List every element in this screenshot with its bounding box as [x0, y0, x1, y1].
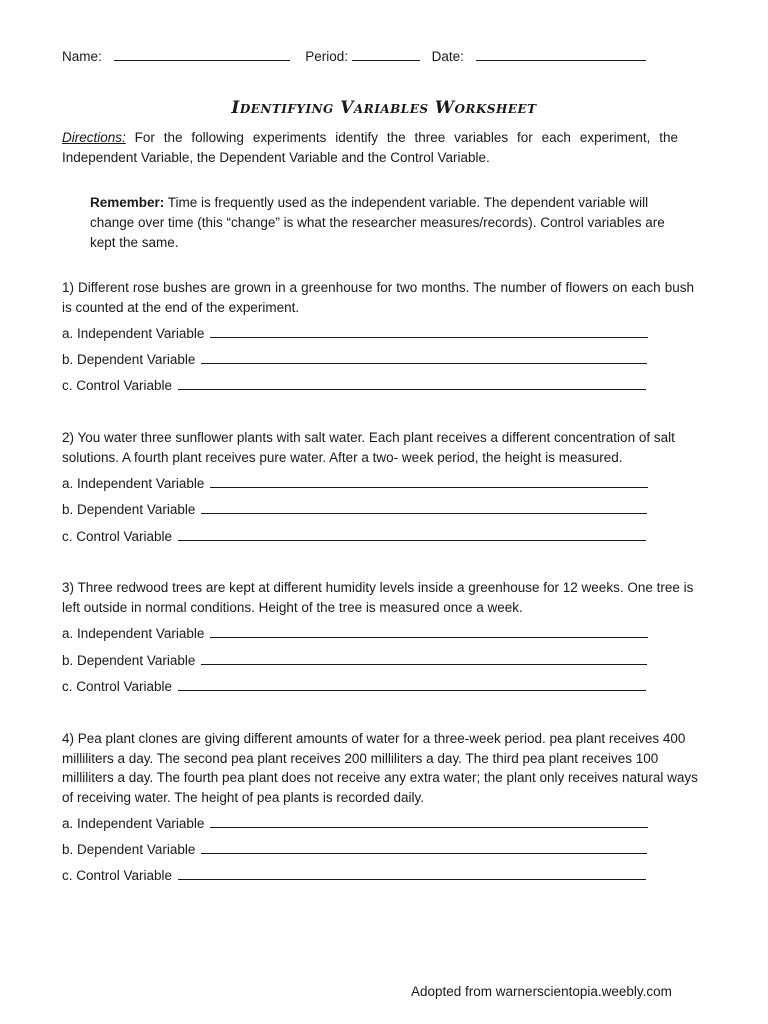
answer-row	[62, 624, 648, 641]
date-label: Date:	[431, 49, 464, 64]
name-blank[interactable]	[114, 46, 290, 61]
answer-label: a. Independent Variable	[62, 476, 205, 491]
answer-blank[interactable]	[178, 866, 646, 880]
question-1: 1) Different rose bushes are grown in a greenhouse for two months. The number of flowers on each bush is counted at the end of the experiment.	[62, 280, 694, 315]
question-2: 2) You water three sunflower plants with salt water. Each plant receives a different concentration of salt solutions. A fourth plant receives pure water. After a two- week period, the height is measured.	[62, 430, 675, 465]
answer-label: c. Control Variable	[62, 378, 173, 393]
answer-label: a. Independent Variable	[62, 326, 205, 341]
answer-blank[interactable]	[210, 814, 648, 828]
answer-blank[interactable]	[201, 651, 647, 665]
answer-row	[62, 350, 647, 367]
remember-text: Time is frequently used as the independent variable. The dependent variable will change over time (this “change” is what the researcher measures/records). Control variables are kept the same.	[90, 195, 665, 250]
answer-row	[62, 376, 646, 393]
answer-label: c. Control Variable	[62, 868, 173, 883]
answer-label: c. Control Variable	[62, 679, 173, 694]
period-blank[interactable]	[352, 46, 420, 61]
answer-label: a. Independent Variable	[62, 626, 205, 641]
answer-row	[62, 500, 647, 517]
answer-blank[interactable]	[201, 840, 647, 854]
worksheet-title: Identifying Variables Worksheet	[231, 98, 537, 118]
date-blank[interactable]	[476, 46, 646, 61]
answer-label: a. Independent Variable	[62, 816, 205, 831]
answer-row	[62, 866, 646, 883]
answer-label: c. Control Variable	[62, 529, 173, 544]
header-fields	[62, 46, 646, 64]
answer-row	[62, 527, 646, 544]
answer-blank[interactable]	[178, 376, 646, 390]
question-3: 3) Three redwood trees are kept at different humidity levels inside a greenhouse for 12 weeks. One tree is left outside in normal conditions. Height of the tree is measured once a week.	[62, 580, 694, 615]
answer-label: b. Dependent Variable	[62, 352, 196, 367]
answer-blank[interactable]	[201, 500, 647, 514]
answer-label: b. Dependent Variable	[62, 842, 196, 857]
directions-text: For the following experiments identify the three variables for each experiment, the Independent Variable, the Dependent Variable and the Control Variable.	[62, 130, 678, 165]
answer-blank[interactable]	[210, 474, 648, 488]
answer-row	[62, 677, 646, 694]
answer-blank[interactable]	[201, 350, 647, 364]
period-label: Period:	[305, 49, 349, 64]
answer-row	[62, 474, 648, 491]
directions-paragraph	[62, 128, 678, 168]
answer-row	[62, 651, 647, 668]
answer-label: b. Dependent Variable	[62, 653, 196, 668]
footer-credit: Adopted from warnerscientopia.weebly.com	[411, 984, 672, 999]
question-4: 4) Pea plant clones are giving different amounts of water for a three-week period. pea plant receives 400 milliliters a day. The second pea plant receives 200 milliliters a day. The third pea plant receives 100 milliliters a day. The fourth pea plant does not receive any extra water; the plant only receives natural ways of receiving water. The height of pea plants is recorded daily.	[62, 731, 698, 805]
directions-label: Directions:	[62, 130, 126, 145]
remember-paragraph	[90, 193, 690, 253]
answer-blank[interactable]	[178, 527, 646, 541]
answer-blank[interactable]	[178, 677, 646, 691]
answer-label: b. Dependent Variable	[62, 502, 196, 517]
answer-blank[interactable]	[210, 624, 648, 638]
name-label: Name:	[62, 49, 102, 64]
answer-row	[62, 840, 647, 857]
remember-label: Remember:	[90, 195, 165, 210]
answer-blank[interactable]	[210, 324, 648, 338]
answer-row	[62, 814, 648, 831]
answer-row	[62, 324, 648, 341]
